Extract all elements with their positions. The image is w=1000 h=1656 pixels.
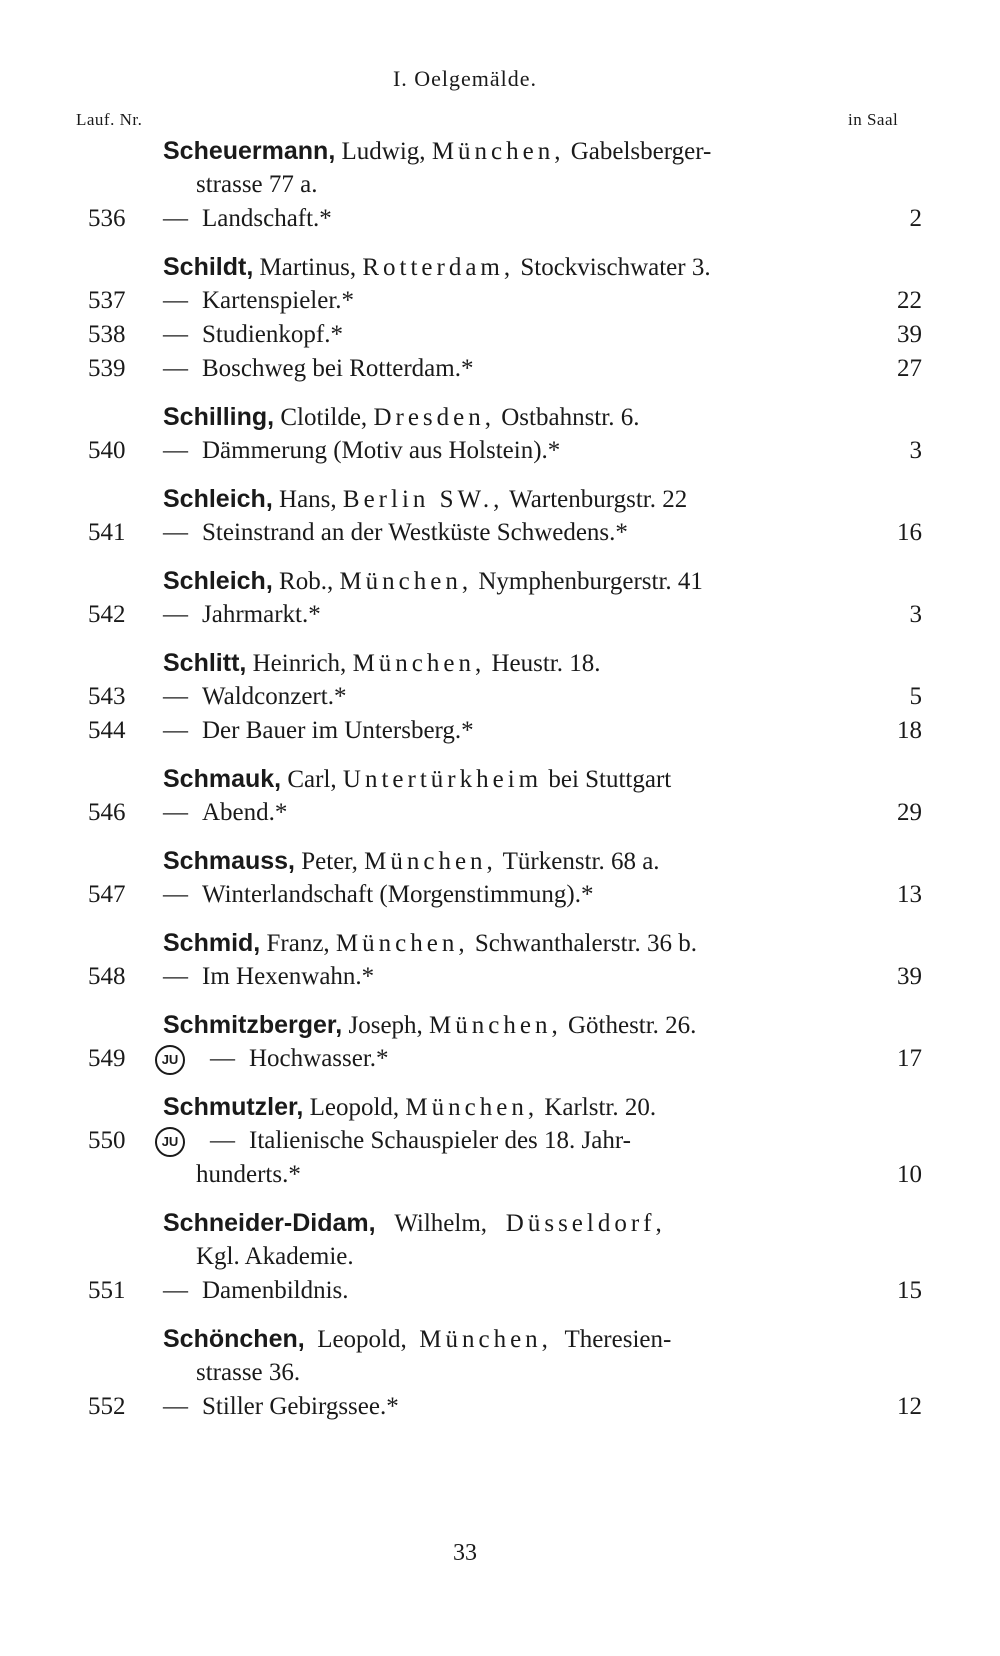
artist-first-name: Leopold, [309,1094,400,1121]
entry-number: 541 [88,519,126,546]
jury-emblem-icon: JU [155,1127,185,1157]
artist-line [0,926,1000,960]
saal-number: 2 [909,205,922,232]
catalog-entry [0,1042,1000,1076]
entry-number: 548 [88,963,126,990]
saal-number: 3 [909,601,922,628]
artist-name: Schmitzberger, [163,1011,343,1039]
entry-number: 544 [88,717,126,744]
artist-name: Schilling, [163,403,275,431]
entry-number: 538 [88,321,126,348]
catalog-entry [0,598,1000,632]
artist-address-continuation [0,1240,1000,1274]
saal-number: 29 [897,799,922,826]
artist-line [0,134,1000,168]
artwork-title: Dämmerung (Motiv aus Holstein).* [202,437,561,464]
artwork-title: Hochwasser.* [249,1045,389,1072]
artwork-title: Winterlandschaft (Morgenstimmung).* [202,881,594,908]
artist-first-name: Peter, [301,848,358,875]
artist-first-name: Leopold, [317,1326,407,1353]
artist-first-name: Martinus, [259,254,357,281]
artist-address: Wartenburgstr. 22 [509,486,688,513]
page-number: 33 [453,1540,477,1566]
dash: — [210,1127,235,1154]
dash: — [163,519,188,546]
entry-number: 547 [88,881,126,908]
artist-name: Scheuermann, [163,137,336,165]
artist-first-name: Hans, [279,486,337,513]
artist-line [0,646,1000,680]
catalog-entry [0,878,1000,912]
artist-first-name: Joseph, [348,1012,423,1039]
artist-first-name: Carl, [287,766,337,793]
artist-first-name: Franz, [266,930,330,957]
dash: — [163,205,188,232]
artist-address-continuation [0,1356,1000,1390]
artwork-title: Studienkopf.* [202,321,343,348]
artist-city: Untertürkheim [342,766,543,793]
column-label-number: Lauf. Nr. [76,110,143,129]
artwork-title: Kartenspieler.* [202,287,355,314]
dash: — [163,881,188,908]
catalog-entry [0,1274,1000,1308]
artist-city: Dresden, [373,404,495,431]
saal-number: 39 [897,963,922,990]
artwork-title-continuation: hunderts.* [196,1161,301,1188]
saal-number: 3 [909,437,922,464]
artist-city: Berlin SW., [342,486,504,513]
saal-number: 27 [897,355,922,382]
dash: — [163,1277,188,1304]
artist-name: Schmauk, [163,765,282,793]
catalog-entry-continuation [0,1158,1000,1192]
dash: — [163,683,188,710]
artist-line [0,482,1000,516]
dash: — [163,355,188,382]
saal-number: 39 [897,321,922,348]
entry-number: 550 [88,1127,126,1154]
artist-first-name: Heinrich, [252,650,347,677]
catalog-entries [0,134,1000,1424]
artist-city: Düsseldorf, [505,1210,666,1237]
dash: — [163,321,188,348]
artist-address: Ostbahnstr. 6. [501,404,640,431]
dash: — [163,799,188,826]
catalog-entry [0,318,1000,352]
artist-address-continuation [0,168,1000,202]
artist-address: Türkenstr. 68 a. [502,848,660,875]
artist-line [0,1008,1000,1042]
artist-city: München, [352,650,486,677]
artwork-title: Damenbildnis. [202,1277,349,1304]
artwork-title: Italienische Schauspieler des 18. Jahr- [249,1127,632,1154]
address-continuation: strasse 36. [196,1359,301,1386]
saal-number: 12 [897,1393,922,1420]
artist-address: Nymphenburgerstr. 41 [478,568,703,595]
artist-address: Schwanthalerstr. 36 b. [474,930,698,957]
artist-address: Gabelsberger- [570,138,712,165]
catalog-entry [0,284,1000,318]
catalog-entry [0,516,1000,550]
artist-line [0,844,1000,878]
saal-number: 16 [897,519,922,546]
entry-number: 542 [88,601,126,628]
entry-number: 539 [88,355,126,382]
artwork-title: Steinstrand an der Westküste Schwedens.* [202,519,628,546]
artist-first-name: Ludwig, [341,138,426,165]
artist-address: Göthestr. 26. [567,1012,697,1039]
entry-number: 536 [88,205,126,232]
artist-line [0,1206,1000,1240]
artwork-title: Boschweg bei Rotterdam.* [202,355,474,382]
artist-line [0,1090,1000,1124]
artist-city: München, [429,1012,562,1039]
artist-name: Schneider-Didam, [163,1209,376,1237]
address-continuation: Kgl. Akademie. [196,1243,354,1270]
catalog-entry [0,714,1000,748]
catalog-entry [0,960,1000,994]
artist-line [0,564,1000,598]
artist-city: München, [339,568,473,595]
artwork-title: Der Bauer im Untersberg.* [202,717,474,744]
artist-name: Schmutzler, [163,1093,304,1121]
artist-name: Schmid, [163,929,261,957]
artwork-title: Landschaft.* [202,205,332,232]
dash: — [163,1393,188,1420]
saal-number: 5 [909,683,922,710]
catalog-entry [0,680,1000,714]
saal-number: 22 [897,287,922,314]
saal-number: 10 [897,1161,922,1188]
entry-number: 546 [88,799,126,826]
artist-name: Schildt, [163,253,254,281]
artwork-title: Stiller Gebirgssee.* [202,1393,399,1420]
catalog-entry [0,202,1000,236]
entry-number: 540 [88,437,126,464]
artist-line [0,400,1000,434]
artwork-title: Abend.* [202,799,288,826]
artwork-title: Waldconzert.* [202,683,347,710]
entry-number: 551 [88,1277,126,1304]
artwork-title: Jahrmarkt.* [202,601,321,628]
artist-first-name: Wilhelm, [394,1210,488,1237]
artist-city: München, [335,930,469,957]
column-label-saal: in Saal [848,110,899,129]
artist-name: Schönchen, [163,1325,305,1353]
saal-number: 18 [897,717,922,744]
artist-line [0,762,1000,796]
artist-line [0,250,1000,284]
entry-number: 552 [88,1393,126,1420]
entry-number: 537 [88,287,126,314]
entry-number: 549 [88,1045,126,1072]
artist-address: Stockvischwater 3. [520,254,711,281]
artist-address: Heustr. 18. [491,650,601,677]
artist-name: Schmauss, [163,847,296,875]
artist-first-name: Clotilde, [280,404,368,431]
page-header: I. Oelgemälde. [392,66,538,91]
saal-number: 15 [897,1277,922,1304]
catalog-entry [0,1124,1000,1158]
dash: — [210,1045,235,1072]
artist-first-name: Rob., [279,568,334,595]
dash: — [163,963,188,990]
entry-number: 543 [88,683,126,710]
artist-city: München, [405,1094,539,1121]
jury-emblem-icon: JU [155,1045,185,1075]
artist-name: Schleich, [163,485,273,513]
catalog-entry [0,1390,1000,1424]
dash: — [163,717,188,744]
saal-number: 13 [897,881,922,908]
artist-name: Schleich, [163,567,273,595]
artist-address: Theresien- [564,1326,672,1353]
artist-address: Karlstr. 20. [544,1094,657,1121]
saal-number: 17 [897,1045,922,1072]
artist-city: München, [431,138,565,165]
artist-name: Schlitt, [163,649,247,677]
address-continuation: strasse 77 a. [196,171,318,198]
dash: — [163,601,188,628]
catalog-entry [0,796,1000,830]
catalog-entry [0,352,1000,386]
artist-address: bei Stuttgart [548,766,672,793]
artist-city: Rotterdam, [362,254,515,281]
artist-city: München, [364,848,497,875]
catalog-entry [0,434,1000,468]
artist-city: München, [419,1326,552,1353]
artwork-title: Im Hexenwahn.* [202,963,375,990]
artist-line [0,1322,1000,1356]
dash: — [163,437,188,464]
dash: — [163,287,188,314]
